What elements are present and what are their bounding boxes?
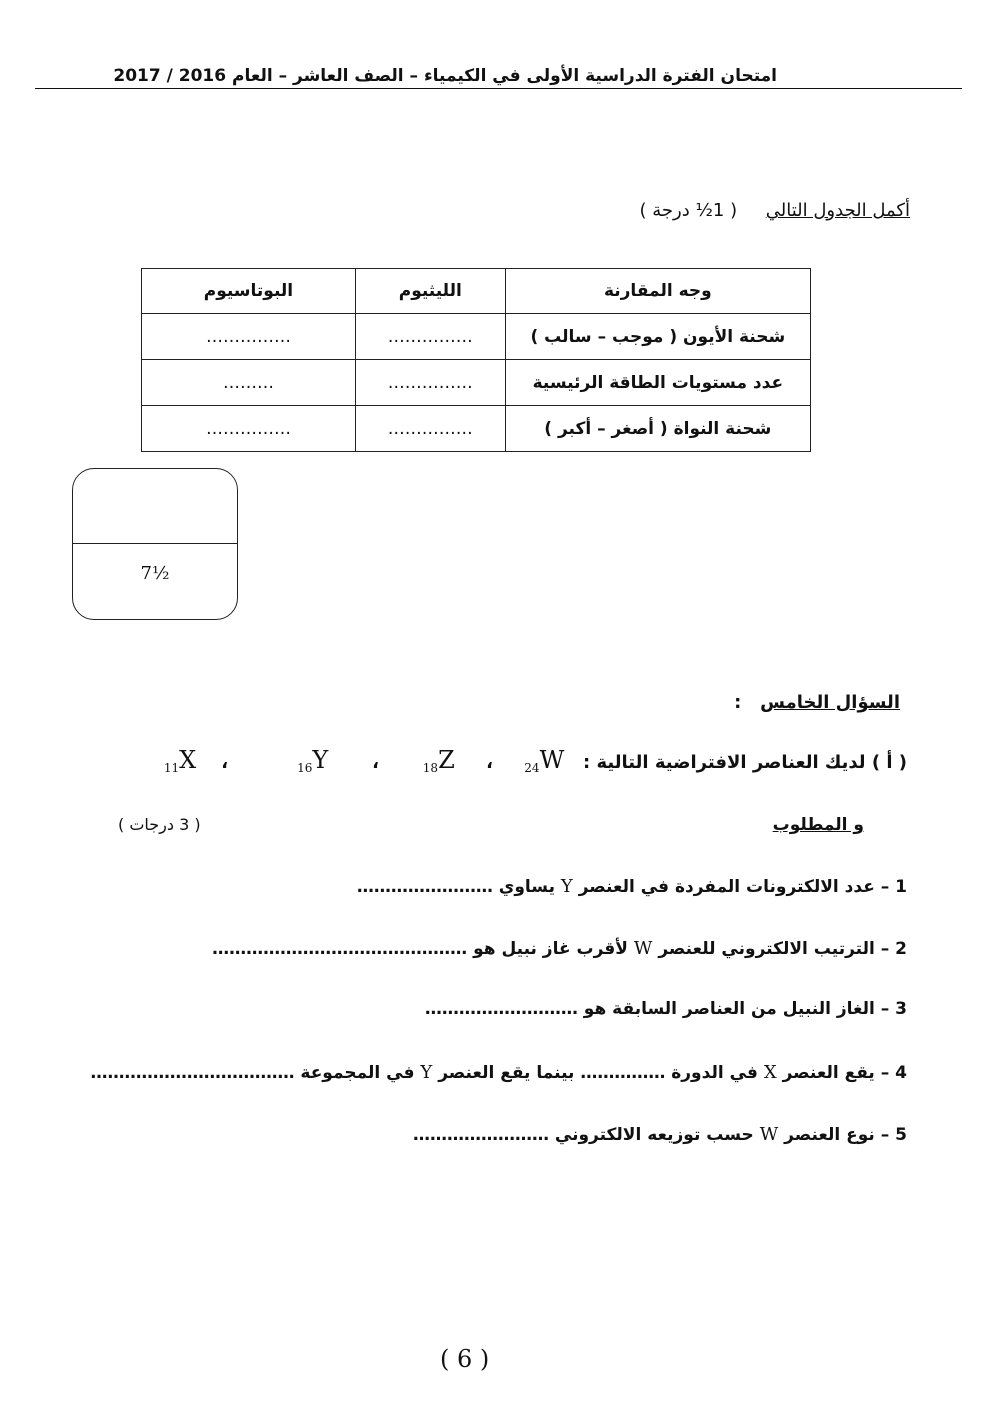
page-number: ( 6 ) — [440, 1345, 490, 1373]
table-row — [142, 314, 811, 360]
exam-header-title: امتحان الفترة الدراسية الأولى في الكيمياء – الصف العاشر – العام 2016 / 2017 — [113, 66, 777, 86]
given-elements-line — [164, 746, 907, 775]
header-lithium: الليثيوم — [355, 269, 505, 314]
item-text-after[interactable]: حسب توزيعه الالكتروني …………………… — [412, 1125, 754, 1145]
score-box — [72, 468, 238, 620]
element-z — [422, 746, 455, 775]
score-box-divider — [73, 543, 237, 544]
question-item-3 — [425, 999, 907, 1019]
item-text-before: – الترتيب الالكتروني للعنصر — [658, 939, 890, 959]
element-z-number: 18 — [422, 761, 439, 775]
item-symbol: X — [763, 1062, 777, 1083]
separator: ، — [372, 752, 379, 773]
item-text-before[interactable]: – الغاز النبيل من العناصر السابقة هو ……………………… — [424, 999, 890, 1019]
element-x — [163, 746, 197, 775]
question-item-1 — [357, 876, 907, 897]
item-text-after[interactable]: في الدورة …………… بينما يقع العنصر — [438, 1063, 758, 1083]
element-x-number: 11 — [163, 761, 180, 775]
comparison-table — [141, 268, 811, 452]
item-symbol-2: Y — [420, 1062, 433, 1083]
item-number: 1 — [895, 877, 907, 897]
table-instruction — [640, 200, 910, 221]
item-text-after[interactable]: لأقرب غاز نبيل هو ……………………………………… — [212, 939, 628, 959]
given-text: ( أ ) لديك العناصر الافتراضية التالية : — [583, 752, 907, 773]
potassium-blank[interactable]: …………… — [142, 314, 356, 360]
lithium-blank[interactable]: …………… — [355, 360, 505, 406]
element-w-number: 24 — [524, 761, 540, 775]
lithium-blank[interactable]: …………… — [355, 406, 505, 452]
instruction-marks: ( 1½ درجة ) — [639, 200, 738, 221]
question-item-2 — [212, 938, 907, 959]
item-number: 5 — [895, 1125, 907, 1145]
potassium-blank[interactable]: ……… — [142, 360, 356, 406]
item-number: 3 — [895, 999, 907, 1019]
instruction-label: أكمل الجدول التالي — [765, 200, 910, 221]
question-item-5 — [413, 1124, 907, 1145]
row-aspect: شحنة الأيون ( موجب – سالب ) — [505, 314, 810, 360]
question-title-text: السؤال الخامس — [760, 692, 900, 713]
item-text-after[interactable]: يساوي …………………… — [356, 877, 555, 897]
row-aspect: عدد مستويات الطاقة الرئيسية — [505, 360, 810, 406]
item-symbol: Y — [560, 876, 573, 897]
item-number: 4 — [895, 1063, 907, 1083]
element-x-symbol: X — [179, 746, 197, 774]
required-marks: ( 3 درجات ) — [118, 815, 201, 834]
item-text-before: – عدد الالكترونات المفردة في العنصر — [578, 877, 890, 897]
element-z-symbol: Z — [438, 746, 455, 774]
item-number: 2 — [895, 939, 907, 959]
element-y-symbol: Y — [312, 746, 329, 774]
required-label — [773, 815, 864, 835]
table-header-row — [142, 269, 811, 314]
element-w-symbol: W — [539, 746, 565, 774]
item-symbol: W — [759, 1124, 779, 1145]
header-potassium: البوتاسيوم — [142, 269, 356, 314]
separator: ، — [221, 752, 229, 773]
item-text-before: – نوع العنصر — [784, 1125, 890, 1145]
table-row — [142, 406, 811, 452]
question-title — [734, 692, 900, 713]
question-title-colon: : — [734, 692, 742, 713]
header-aspect: وجه المقارنة — [505, 269, 810, 314]
element-w — [524, 746, 565, 775]
lithium-blank[interactable]: …………… — [355, 314, 505, 360]
potassium-blank[interactable]: …………… — [142, 406, 356, 452]
item-text-before: – يقع العنصر — [782, 1063, 890, 1083]
header-underline — [35, 88, 962, 89]
table-row — [142, 360, 811, 406]
item-text-after-2[interactable]: في المجموعة ……………………………… — [90, 1063, 415, 1083]
element-y-number: 16 — [297, 761, 313, 775]
required-label-text: و المطلوب — [772, 815, 864, 835]
element-y — [297, 746, 329, 775]
row-aspect: شحنة النواة ( أصغر – أكبر ) — [505, 406, 810, 452]
item-symbol: W — [633, 938, 653, 959]
separator: ، — [486, 752, 493, 773]
question-item-4 — [90, 1062, 907, 1083]
score-total: 7½ — [140, 563, 170, 584]
